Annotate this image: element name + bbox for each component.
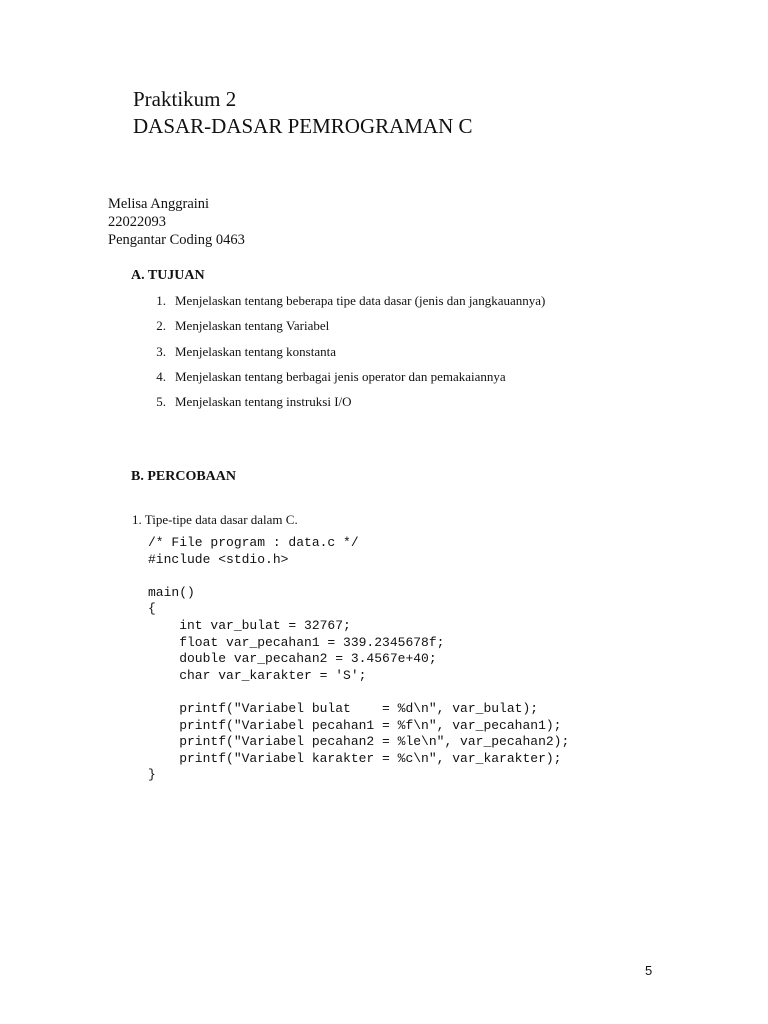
list-item-number: 1.: [156, 293, 166, 308]
section-b-heading: B. PERCOBAAN: [131, 469, 237, 484]
code-listing: /* File program : data.c */ #include <stdio.h> main() { int var_bulat = 32767; float var_pecahan1 = 339.2345678f; double var_pecahan2 = 3.4567e+40; char var_karakter = 'S'; printf("Variabel bulat = %d\n", var_bulat); printf("Variabel pecahan1 = %f\n", var_pecahan1); printf("Variabel pecahan2 = %le\n", var_pecahan2); printf("Variabel karakter = %c\n", var_karakter); }: [148, 535, 570, 783]
list-item-number: 3.: [156, 344, 166, 359]
page-number: 5: [645, 963, 653, 978]
section-a-heading: A. TUJUAN: [131, 268, 205, 283]
list-item: Menjelaskan tentang beberapa tipe data dasar (jenis dan jangkauannya): [175, 293, 546, 308]
author-name: Melisa Anggraini: [108, 196, 210, 212]
list-item: Menjelaskan tentang berbagai jenis operator dan pemakaiannya: [175, 369, 506, 384]
document-subtitle: DASAR-DASAR PEMROGRAMAN C: [133, 114, 473, 138]
list-item: Menjelaskan tentang konstanta: [175, 344, 337, 359]
list-item-number: 5.: [156, 394, 166, 409]
praktikum-title: Praktikum 2: [133, 87, 237, 111]
student-id: 22022093: [108, 214, 166, 230]
list-item-number: 2.: [156, 318, 166, 333]
list-item: Menjelaskan tentang Variabel: [175, 318, 330, 333]
list-item: Menjelaskan tentang instruksi I/O: [175, 394, 352, 409]
course-name: Pengantar Coding 0463: [108, 232, 245, 248]
experiment-1-title: 1. Tipe-tipe data dasar dalam C.: [132, 512, 298, 527]
list-item-number: 4.: [156, 369, 166, 384]
